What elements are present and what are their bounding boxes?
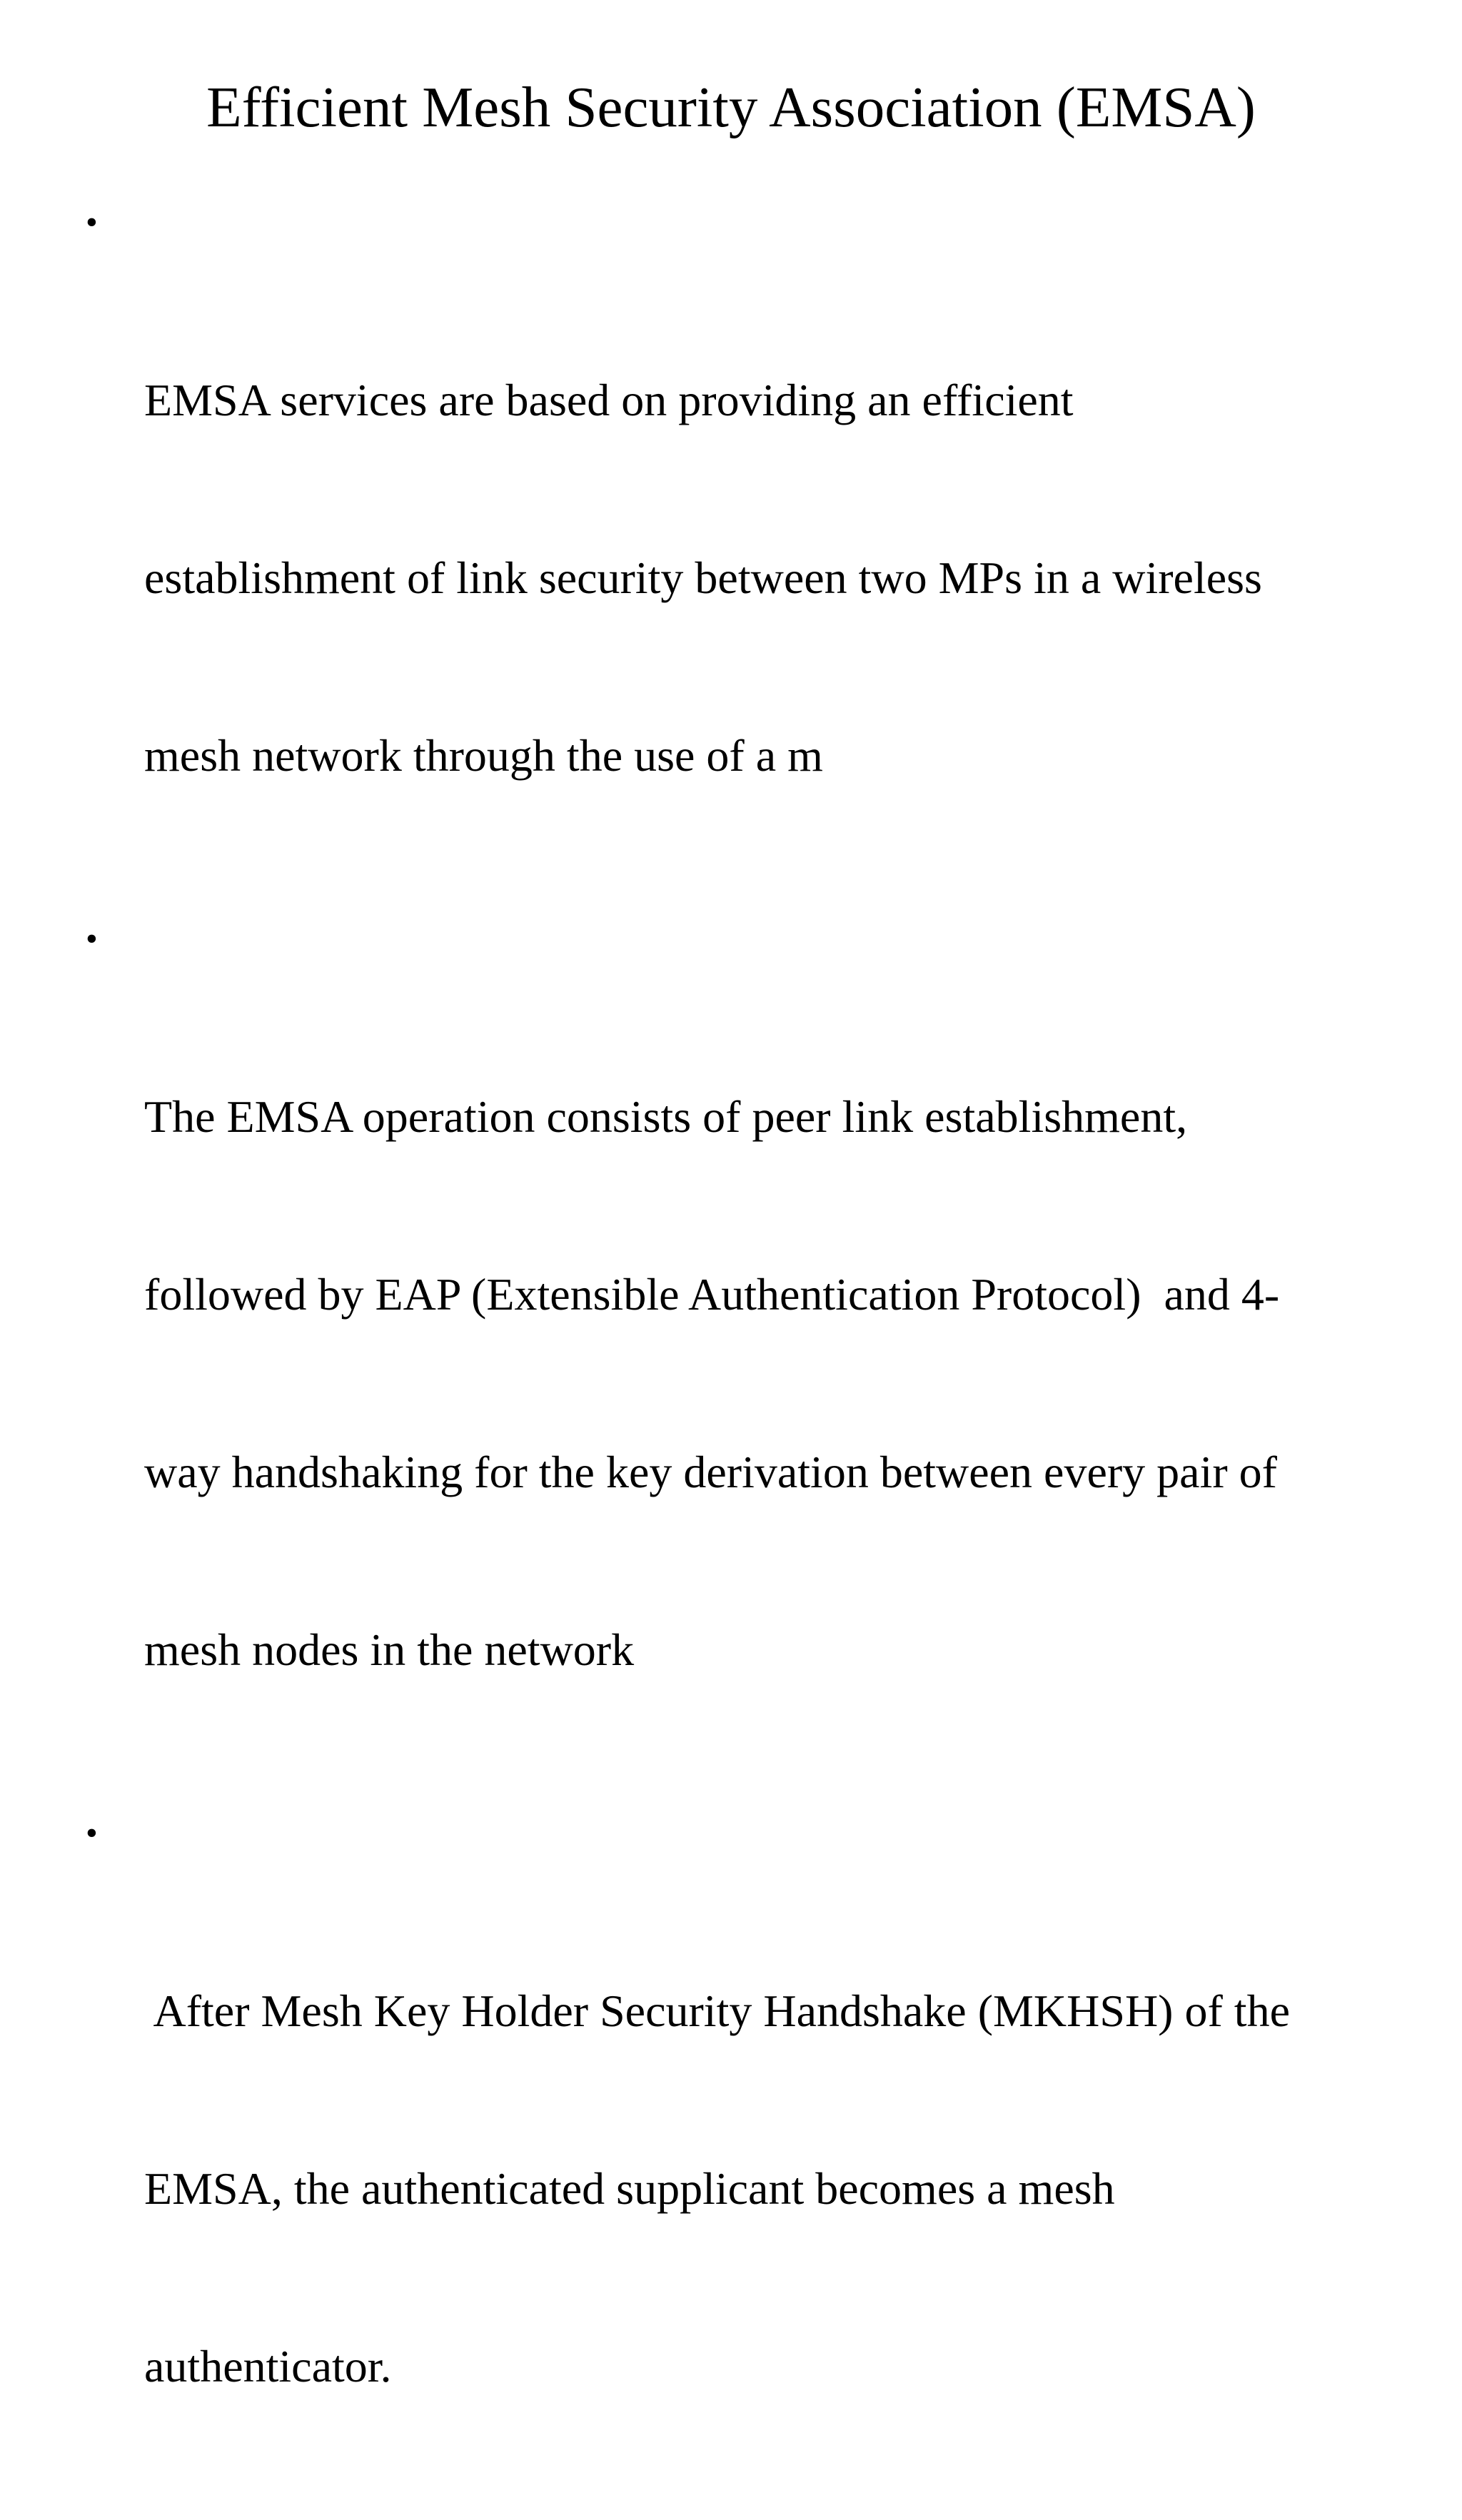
bullet-line: authenticator. bbox=[144, 2341, 392, 2392]
bullet-line: EMSA, the authenticated supplicant becomes a mesh bbox=[144, 2163, 1115, 2214]
slide-title: Efficient Mesh Security Association (EMSA) bbox=[206, 75, 1256, 139]
bullet-icon: • bbox=[86, 203, 98, 241]
bullet-line: The EMSA operation consists of peer link establishment, bbox=[144, 1091, 1188, 1142]
bullet-line: mesh network through the use of a m bbox=[144, 730, 823, 781]
bullet-line: establishment of link security between two MPs in a wireless bbox=[144, 552, 1262, 603]
bullet-line: mesh nodes in the network bbox=[144, 1624, 635, 1675]
bullet-item bbox=[86, 193, 1392, 904]
bullet-line: EMSA services are based on providing an efficient bbox=[144, 375, 1074, 425]
bullet-icon: • bbox=[86, 920, 98, 958]
bullet-item bbox=[86, 909, 1392, 1798]
bullet-line: After Mesh Key Holder Security Handshake (MKHSH) of the bbox=[144, 1985, 1290, 2036]
bullet-line: followed by EAP (Extensible Authentication Protocol) and 4- bbox=[144, 1269, 1280, 1320]
bullet-icon: • bbox=[86, 1814, 98, 1852]
bullet-item bbox=[86, 1803, 1392, 2514]
bullet-line: way handshaking for the key derivation between every pair of bbox=[144, 1447, 1277, 1497]
bullet-list bbox=[86, 193, 1392, 2520]
